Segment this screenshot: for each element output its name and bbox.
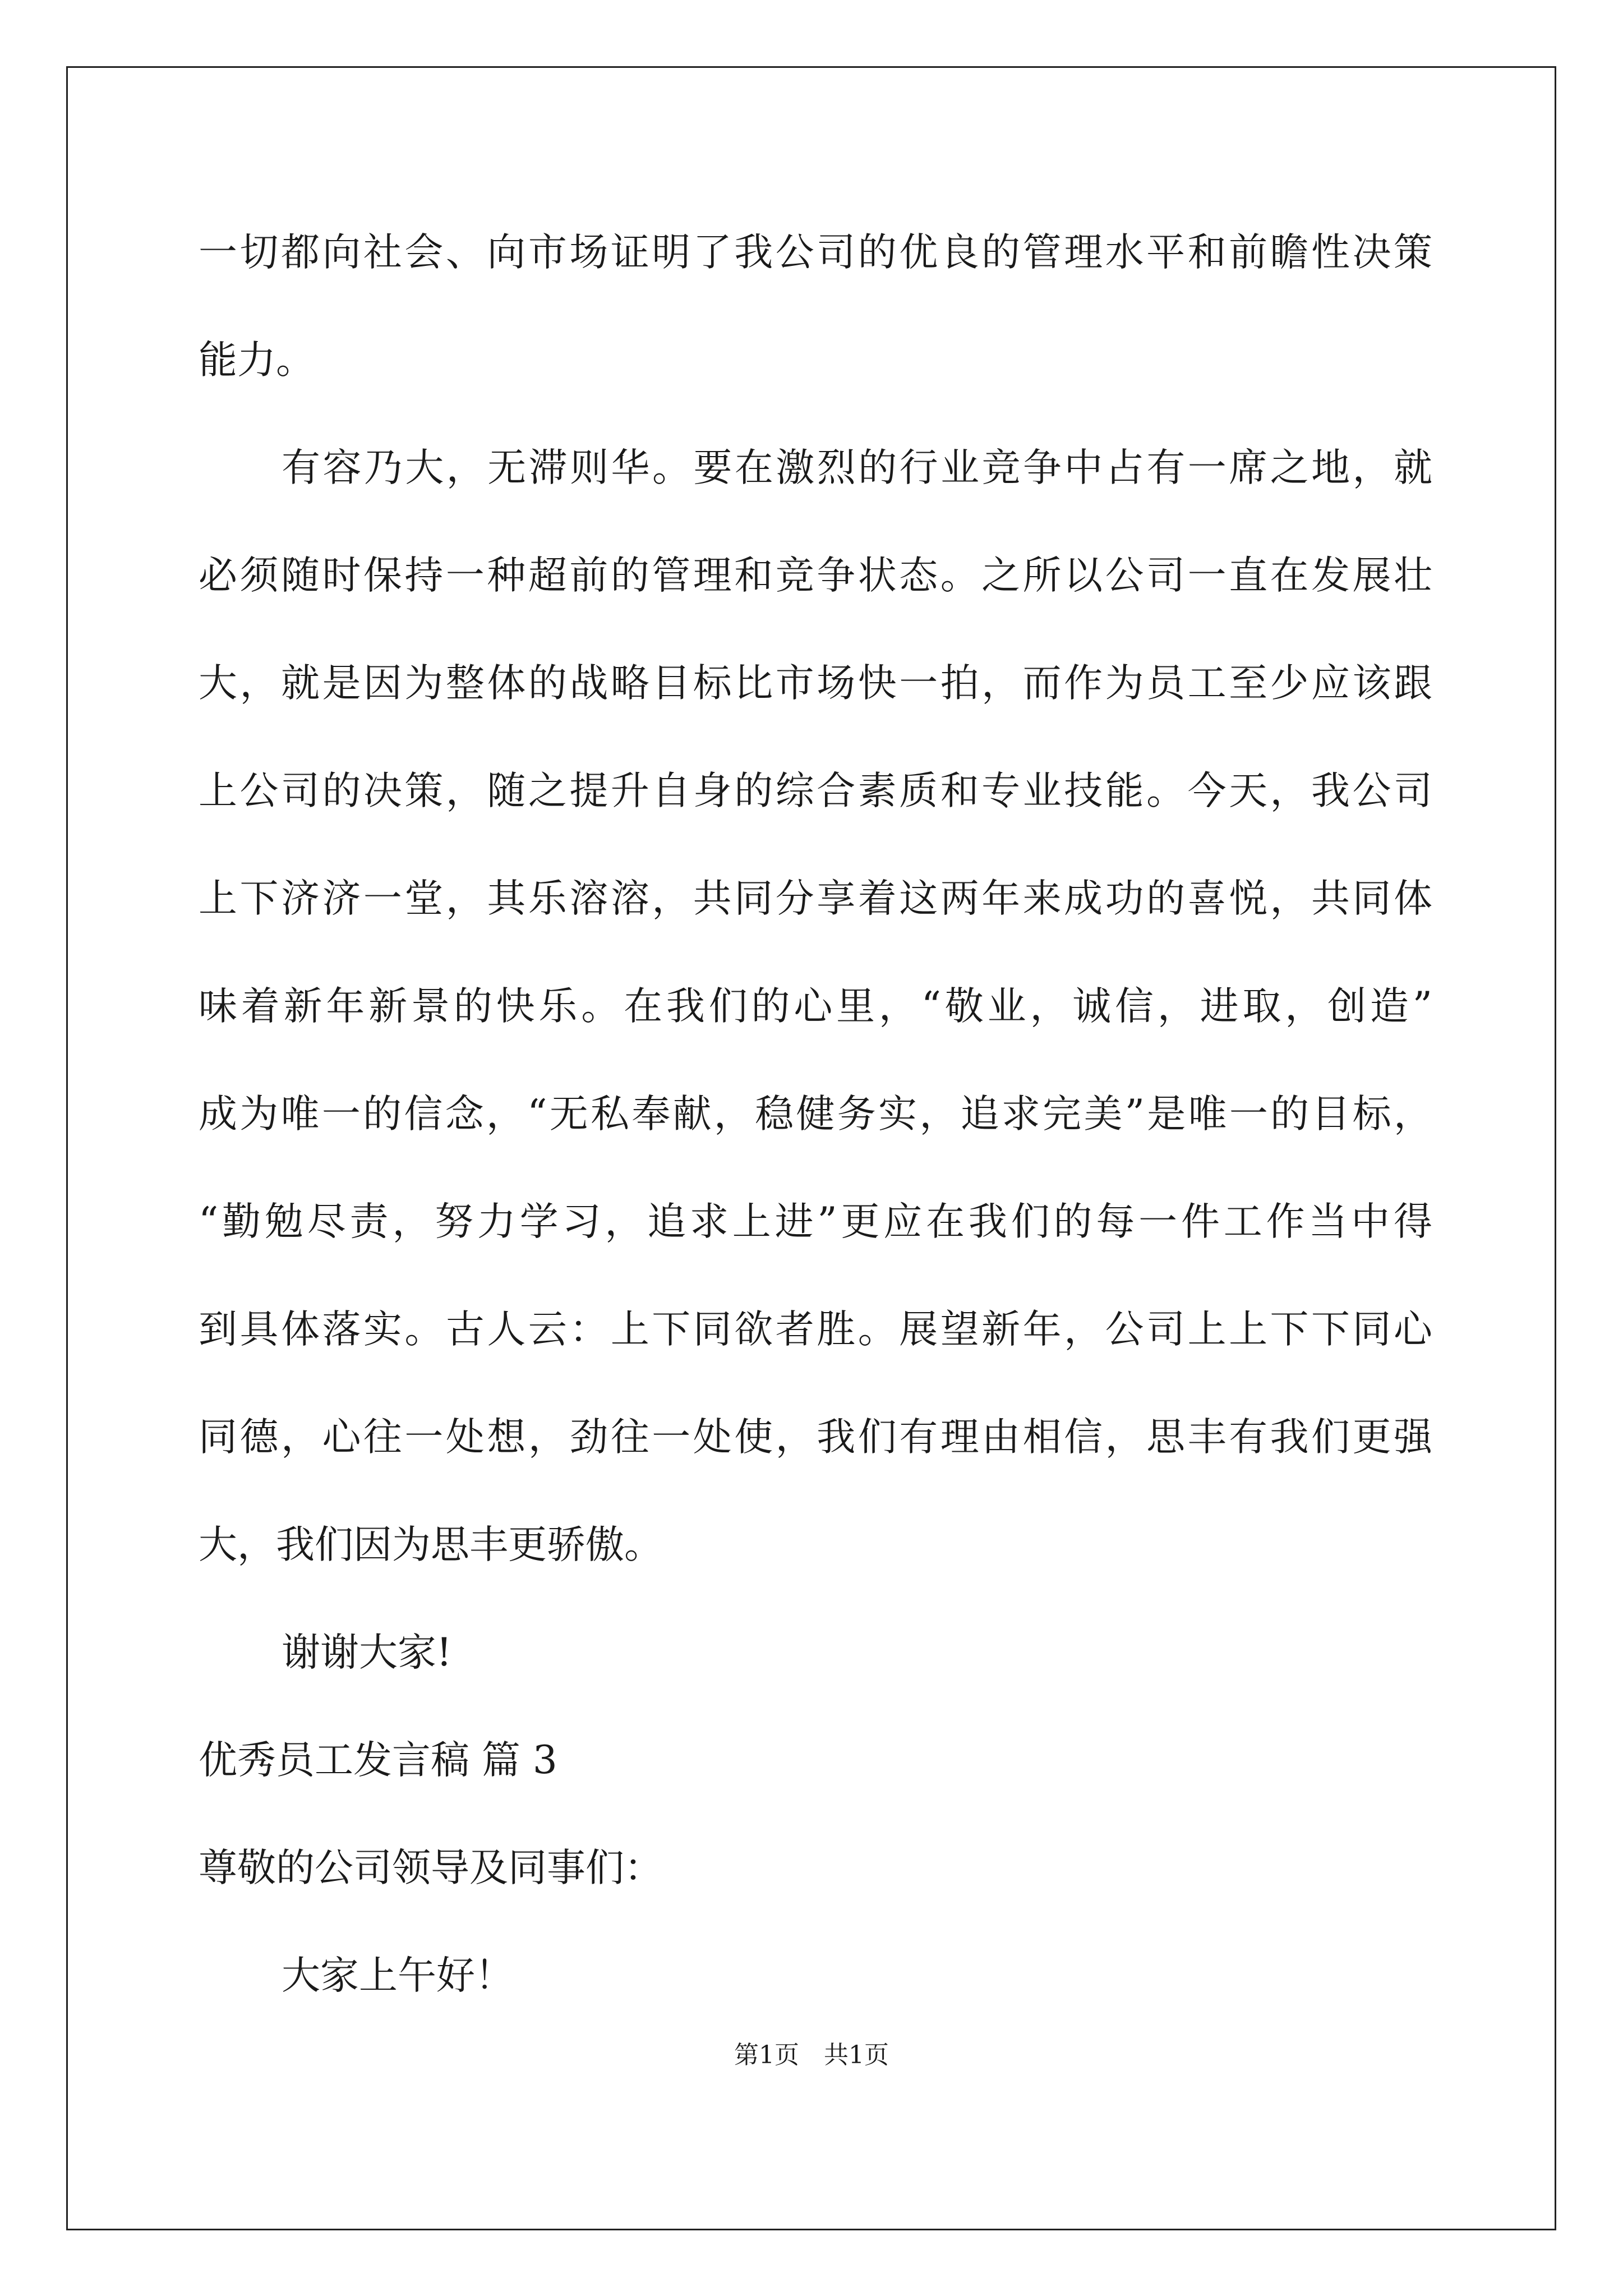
text-line: 大，我们因为思丰更骄傲。 xyxy=(199,1522,663,1567)
text-line: 上下济济一堂，其乐溶溶，共同分享着这两年来成功的喜悦，共同体 xyxy=(199,876,1432,921)
text-line: 大，就是因为整体的战略目标比市场快一拍，而作为员工至少应该跟 xyxy=(199,661,1432,706)
salutation: 尊敬的公司领导及同事们： xyxy=(199,1846,663,1890)
text-line: 到具体落实。古人云：上下同欲者胜。展望新年，公司上上下下同心 xyxy=(199,1307,1432,1352)
text-line: “勤勉尽责，努力学习，追求上进”更应在我们的每一件工作当中得 xyxy=(199,1199,1432,1244)
text-line: 能力。 xyxy=(199,338,315,383)
text-line: 成为唯一的信念，“无私奉献，稳健务实，追求完美”是唯一的目标， xyxy=(199,1092,1432,1137)
section-heading: 优秀员工发言稿 篇 3 xyxy=(199,1738,557,1783)
text-line: 同德，心往一处想，劲往一处使，我们有理由相信，思丰有我们更强 xyxy=(199,1415,1432,1460)
text-line: 味着新年新景的快乐。在我们的心里，“敬业，诚信，进取，创造” xyxy=(199,984,1432,1029)
text-line: 必须随时保持一种超前的管理和竞争状态。之所以公司一直在发展壮 xyxy=(199,553,1432,598)
page-number-footer: 第1页 共1页 xyxy=(734,2041,889,2069)
greeting: 大家上午好！ xyxy=(282,1953,514,1998)
text-line: 上公司的决策，随之提升自身的综合素质和专业技能。今天，我公司 xyxy=(199,769,1432,813)
text-line: 一切都向社会、向市场证明了我公司的优良的管理水平和前瞻性决策 xyxy=(199,230,1432,275)
closing-thanks: 谢谢大家! xyxy=(282,1630,452,1675)
paragraph-start-line: 有容乃大，无滞则华。要在激烈的行业竞争中占有一席之地，就 xyxy=(282,445,1432,490)
